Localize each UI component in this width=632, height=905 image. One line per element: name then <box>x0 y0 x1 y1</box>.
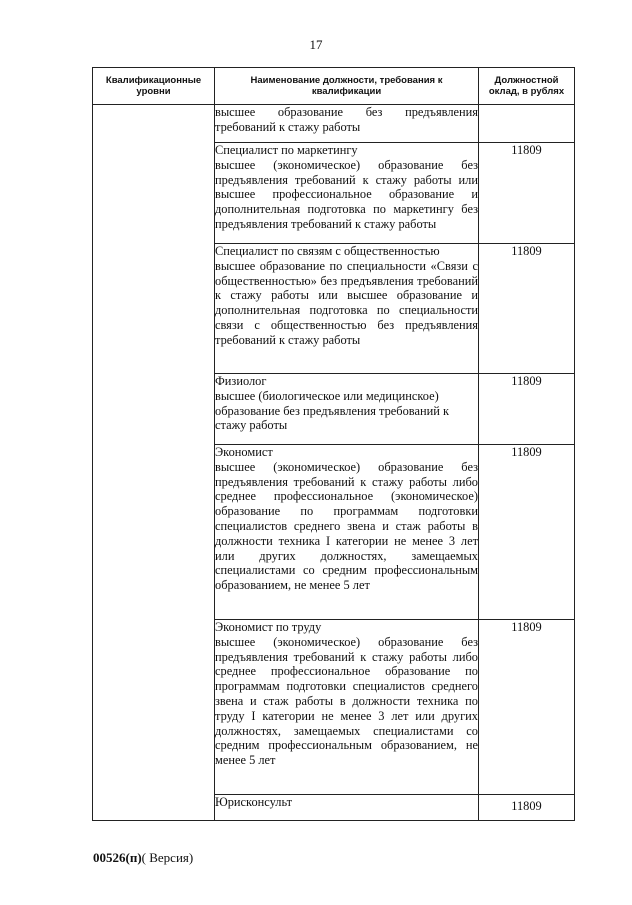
level-cell <box>93 105 215 821</box>
position-title: Экономист <box>215 445 273 459</box>
salary-cell: 11809 <box>479 445 575 620</box>
salary-cell: 11809 <box>479 143 575 244</box>
position-title: Специалист по маркетингу <box>215 143 358 157</box>
requirements-text: высшее (экономическое) образование без предъявления требований к стажу работы или высшее профессиональное образование и дополнительная подготовка по маркетингу без предъявления требований к стажу работы <box>215 157 478 231</box>
header-position: Наименование должности, требования к квалификации <box>215 68 479 105</box>
salary-cell <box>479 105 575 143</box>
table-row <box>93 105 575 143</box>
salary-cell: 11809 <box>479 374 575 445</box>
position-cell <box>215 374 479 445</box>
header-level: Квалификационные уровни <box>93 68 215 105</box>
position-title: Специалист по связям с общественностью <box>215 244 440 258</box>
requirements-text: высшее (биологическое или медицинское) образование без предъявления требований к стажу работы <box>215 388 449 433</box>
page-number: 17 <box>309 37 323 52</box>
position-cell <box>215 105 479 143</box>
position-cell <box>215 244 479 374</box>
position-cell <box>215 445 479 620</box>
salary-cell: 11809 <box>479 795 575 821</box>
position-title: Физиолог <box>215 374 267 388</box>
requirements-text: высшее (экономическое) образование без предъявления требований к стажу работы либо среднее профессиональное образование по программам подготовки специалистов среднего звена и стаж работы в должности техника по труду I категории не менее 3 лет или других должностях, замещаемых специалистами со средним профессиональным образованием, не менее 5 лет <box>215 634 478 768</box>
requirements-text: высшее (экономическое) образование без предъявления требований к стажу работы либо среднее профессиональное (экономическое) образование по программам подготовки специалистов среднего звена и стаж работы в должности техника I категории не менее 3 лет или других должностях, замещаемых специалистами со средним профессиональным образованием, не менее 5 лет <box>215 459 478 593</box>
position-title: Юрисконсульт <box>215 795 293 809</box>
position-title: Экономист по труду <box>215 620 322 634</box>
document-footer <box>93 850 193 866</box>
requirements-text: высшее образование по специальности «Связи с общественностью» без предъявления требований к стажу работы или высшее образование и дополнительная подготовка по специальности связи с общественностью без предъявления требований к стажу работы <box>215 258 478 347</box>
header-salary: Должностной оклад, в рублях <box>479 68 575 105</box>
qualification-table <box>92 67 575 821</box>
position-cell <box>215 143 479 244</box>
document-code: 00526(п) <box>93 850 142 865</box>
salary-cell: 11809 <box>479 244 575 374</box>
requirements-text: высшее образование без предъявления требований к стажу работы <box>215 105 478 134</box>
position-cell <box>215 620 479 795</box>
table-header-row <box>93 68 575 105</box>
salary-cell: 11809 <box>479 620 575 795</box>
position-cell <box>215 795 479 821</box>
document-version: ( Версия) <box>141 850 194 865</box>
